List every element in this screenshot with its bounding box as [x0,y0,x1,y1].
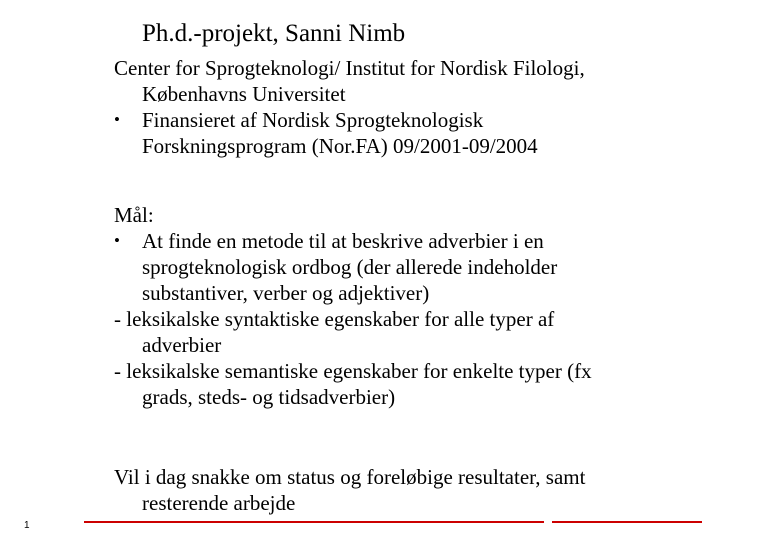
footer-rule-left [84,521,544,523]
bullet-icon: • [114,110,120,129]
closing-line-2: resterende arbejde [142,491,296,515]
page-number: 1 [24,520,30,531]
goals-item-2-line-2: adverbier [142,333,222,357]
goals-heading: Mål: [114,203,154,227]
intro-block [114,55,754,159]
goals-item-1-line-3: substantiver, verber og adjektiver) [142,281,430,305]
goals-item-3-line-1: - leksikalske semantiske egenskaber for enkelte typer (fx [114,359,592,383]
goals-item-1 [114,228,754,254]
bullet-icon: • [114,231,120,250]
goals-item-2-line-1: - leksikalske syntaktiske egenskaber for alle typer af [114,307,555,331]
funding-item [114,107,754,133]
footer-rule-right [552,521,702,523]
goals-block [114,202,754,410]
goals-item-3-line-2: grads, steds- og tidsadverbier) [142,385,396,409]
affiliation-line-1: Center for Sprogteknologi/ Institut for Nordisk Filologi, [114,56,585,80]
slide-title: Ph.d.-projekt, Sanni Nimb [142,20,406,47]
funding-line-1: Finansieret af Nordisk Sprogteknologisk [142,108,484,132]
funding-line-2: Forskningsprogram (Nor.FA) 09/2001-09/2004 [142,134,538,158]
goals-item-1-line-1: At finde en metode til at beskrive adverbier i en [142,229,544,253]
goals-item-1-line-2: sprogteknologisk ordbog (der allerede indeholder [142,255,558,279]
closing-line-1: Vil i dag snakke om status og foreløbige resultater, samt [114,465,586,489]
affiliation-line-2: Københavns Universitet [142,82,346,106]
closing-block [114,464,754,516]
